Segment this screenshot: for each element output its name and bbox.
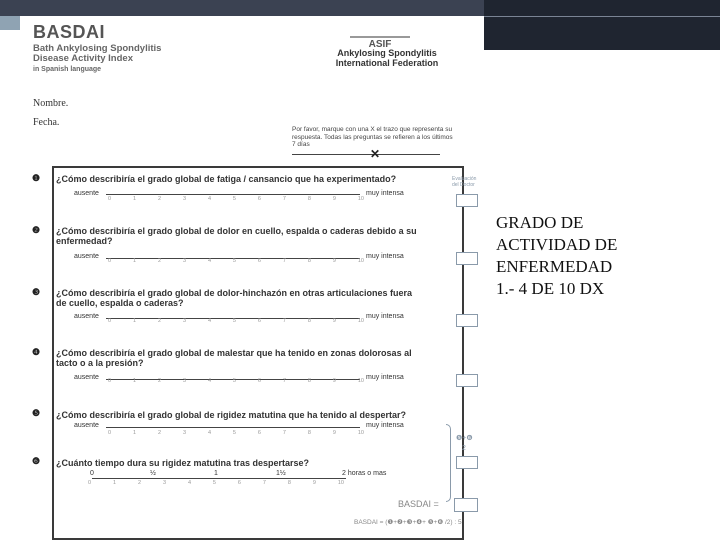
tick: 2 xyxy=(137,480,142,486)
question-number-1: ❶ xyxy=(32,173,41,183)
tick: 4 xyxy=(207,378,211,384)
basdai-result-box xyxy=(454,498,478,512)
slide-title-line-4: 1.- 4 DE 10 DX xyxy=(496,279,605,298)
tick: 4 xyxy=(187,480,191,486)
question-number-5: ❺ xyxy=(32,408,41,418)
tick: 0 xyxy=(88,480,92,486)
tick: 1 xyxy=(132,258,137,264)
time-scale-2h: 2 horas o mas xyxy=(342,470,387,477)
basdai-formula: BASDAI = (❶+❷+❸+❹+ ❺+❻ /2) : 5 xyxy=(354,519,462,526)
tick: 0 xyxy=(108,430,112,436)
question-6-scale-line xyxy=(92,478,346,479)
tick: 0 xyxy=(108,318,112,324)
question-1-text: ¿Cómo describiría el grado global de fatiga / cansancio que ha experimentado? xyxy=(56,174,397,184)
score-box-1 xyxy=(456,194,478,207)
tick: 9 xyxy=(332,318,336,324)
tick: 7 xyxy=(282,258,286,264)
question-4-text-line2: tacto o a la presión? xyxy=(56,358,144,368)
tick: 8 xyxy=(307,430,311,436)
tick: 6 xyxy=(257,196,261,202)
slide-corner-bar xyxy=(484,0,720,50)
score-box-5-6 xyxy=(456,456,478,469)
slide-title-line-2: ACTIVIDAD DE xyxy=(496,235,618,254)
tick: 1 xyxy=(132,430,137,436)
tick: 4 xyxy=(207,430,211,436)
tick: 3 xyxy=(162,480,167,486)
tick: 5 xyxy=(232,196,236,202)
question-3-high-label: muy intensa xyxy=(366,313,404,320)
question-6-text: ¿Cuánto tiempo dura su rigidez matutina tras despertarse? xyxy=(56,458,310,468)
question-2-text-line1: ¿Cómo describiría el grado global de dolor en cuello, espalda o caderas debido a su xyxy=(56,226,417,236)
tick: 0 xyxy=(108,196,112,202)
question-2-text-line2: enfermedad? xyxy=(56,236,113,246)
asif-name-line2: International Federation xyxy=(335,58,439,68)
basdai-questionnaire-image xyxy=(20,16,484,540)
tick: 5 xyxy=(232,430,236,436)
tick: 2 xyxy=(157,378,162,384)
basdai-logo-text: BASDAI xyxy=(33,22,106,42)
question-3-low-label: ausente xyxy=(74,313,99,320)
doctor-evaluation-note: Evaluación del Doctor xyxy=(452,176,477,188)
slide-title-line-1: GRADO DE xyxy=(496,213,584,232)
question-1-low-label: ausente xyxy=(74,190,99,197)
question-5-low-label: ausente xyxy=(74,422,99,429)
question-4-high-label: muy intensa xyxy=(366,374,404,381)
example-x-mark: ✕ xyxy=(370,147,381,161)
tick: 5 xyxy=(232,258,236,264)
tick: 3 xyxy=(182,378,187,384)
question-3-text-line1: ¿Cómo describiría el grado global de dolor-hinchazón en otras articulaciones fuera xyxy=(56,288,413,298)
question-1-scale-line xyxy=(106,194,360,195)
tick: 5 xyxy=(232,318,236,324)
tick: 2 xyxy=(157,430,162,436)
score-box-3 xyxy=(456,314,478,327)
tick: 7 xyxy=(282,196,286,202)
tick: 1 xyxy=(132,196,137,202)
tick: 10 xyxy=(357,430,364,436)
tick: 9 xyxy=(332,196,336,202)
question-number-4: ❹ xyxy=(32,347,41,357)
tick: 1 xyxy=(112,480,117,486)
tick: 3 xyxy=(182,430,187,436)
tick: 2 xyxy=(157,196,162,202)
tick: 10 xyxy=(357,318,364,324)
tick: 10 xyxy=(357,196,364,202)
question-4-low-label: ausente xyxy=(74,374,99,381)
instructions-text: Por favor, marque con una X el trazo que representa su respuesta. Todas las preguntas se refieren a los últimos 7 días xyxy=(292,126,453,148)
score-box-2 xyxy=(456,252,478,265)
tick: 4 xyxy=(207,196,211,202)
tick: 1 xyxy=(132,318,137,324)
question-2-high-label: muy intensa xyxy=(366,253,404,260)
tick: 0 xyxy=(108,378,112,384)
tick: 7 xyxy=(282,378,286,384)
question-4-text-line1: ¿Cómo describiría el grado global de malestar que ha tenido en zonas dolorosas al xyxy=(56,348,412,358)
tick: 4 xyxy=(207,318,211,324)
tick: 2 xyxy=(157,258,162,264)
tick: 4 xyxy=(207,258,211,264)
question-5-scale-line xyxy=(106,427,360,428)
time-scale-0: 0 xyxy=(90,470,94,477)
tick: 9 xyxy=(332,258,336,264)
side-formula-top: ❺+❻ xyxy=(456,435,473,442)
tick: 9 xyxy=(332,430,336,436)
tick: 10 xyxy=(357,378,364,384)
question-number-6: ❻ xyxy=(32,456,41,466)
tick: 3 xyxy=(182,318,187,324)
brand-subtitle-3: in Spanish language xyxy=(33,66,102,73)
tick: 9 xyxy=(312,480,316,486)
brand-subtitle-2: Disease Activity Index xyxy=(33,53,133,64)
tick: 7 xyxy=(262,480,266,486)
tick: 7 xyxy=(282,318,286,324)
tick: 8 xyxy=(307,196,311,202)
time-scale-1-half: 1½ xyxy=(276,470,286,477)
tick: 8 xyxy=(307,318,311,324)
question-1-high-label: muy intensa xyxy=(366,190,404,197)
question-number-3: ❸ xyxy=(32,287,41,297)
tick: 10 xyxy=(357,258,364,264)
tick: 8 xyxy=(287,480,291,486)
tick: 8 xyxy=(307,378,311,384)
side-formula-bottom: 2 xyxy=(462,445,466,452)
question-5-high-label: muy intensa xyxy=(366,422,404,429)
tick: 6 xyxy=(257,430,261,436)
date-label: Fecha. xyxy=(33,117,60,128)
question-number-2: ❷ xyxy=(32,225,41,235)
basdai-result-label: BASDAI = xyxy=(398,499,439,509)
score-box-4 xyxy=(456,374,478,387)
brand-subtitle-1: Bath Ankylosing Spondylitis xyxy=(33,43,162,54)
tick: 1 xyxy=(132,378,137,384)
slide-title-line-3: ENFERMEDAD xyxy=(496,257,613,276)
tick: 5 xyxy=(212,480,216,486)
time-scale-half: ½ xyxy=(150,470,156,477)
tick: 8 xyxy=(307,258,311,264)
q5-q6-bracket xyxy=(446,424,451,502)
question-5-text: ¿Cómo describiría el grado global de rigidez matutina que ha tenido al despertar? xyxy=(56,410,407,420)
name-label: Nombre. xyxy=(33,98,69,109)
tick: 6 xyxy=(257,378,261,384)
question-2-low-label: ausente xyxy=(74,253,99,260)
time-scale-1: 1 xyxy=(214,470,218,477)
example-line xyxy=(292,154,440,155)
tick: 6 xyxy=(257,318,261,324)
tick: 6 xyxy=(237,480,241,486)
asif-logo: ASIF xyxy=(350,36,410,50)
tick: 9 xyxy=(332,378,336,384)
question-3-text-line2: de cuello, espalda o caderas? xyxy=(56,298,184,308)
tick: 0 xyxy=(108,258,112,264)
tick: 3 xyxy=(182,196,187,202)
tick: 3 xyxy=(182,258,187,264)
tick: 5 xyxy=(232,378,236,384)
tick: 10 xyxy=(337,480,344,486)
tick: 7 xyxy=(282,430,286,436)
asif-name-line1: Ankylosing Spondylitis xyxy=(337,48,437,58)
slide-title xyxy=(496,212,716,300)
tick: 6 xyxy=(257,258,261,264)
slide-left-accent xyxy=(0,16,20,30)
tick: 2 xyxy=(157,318,162,324)
